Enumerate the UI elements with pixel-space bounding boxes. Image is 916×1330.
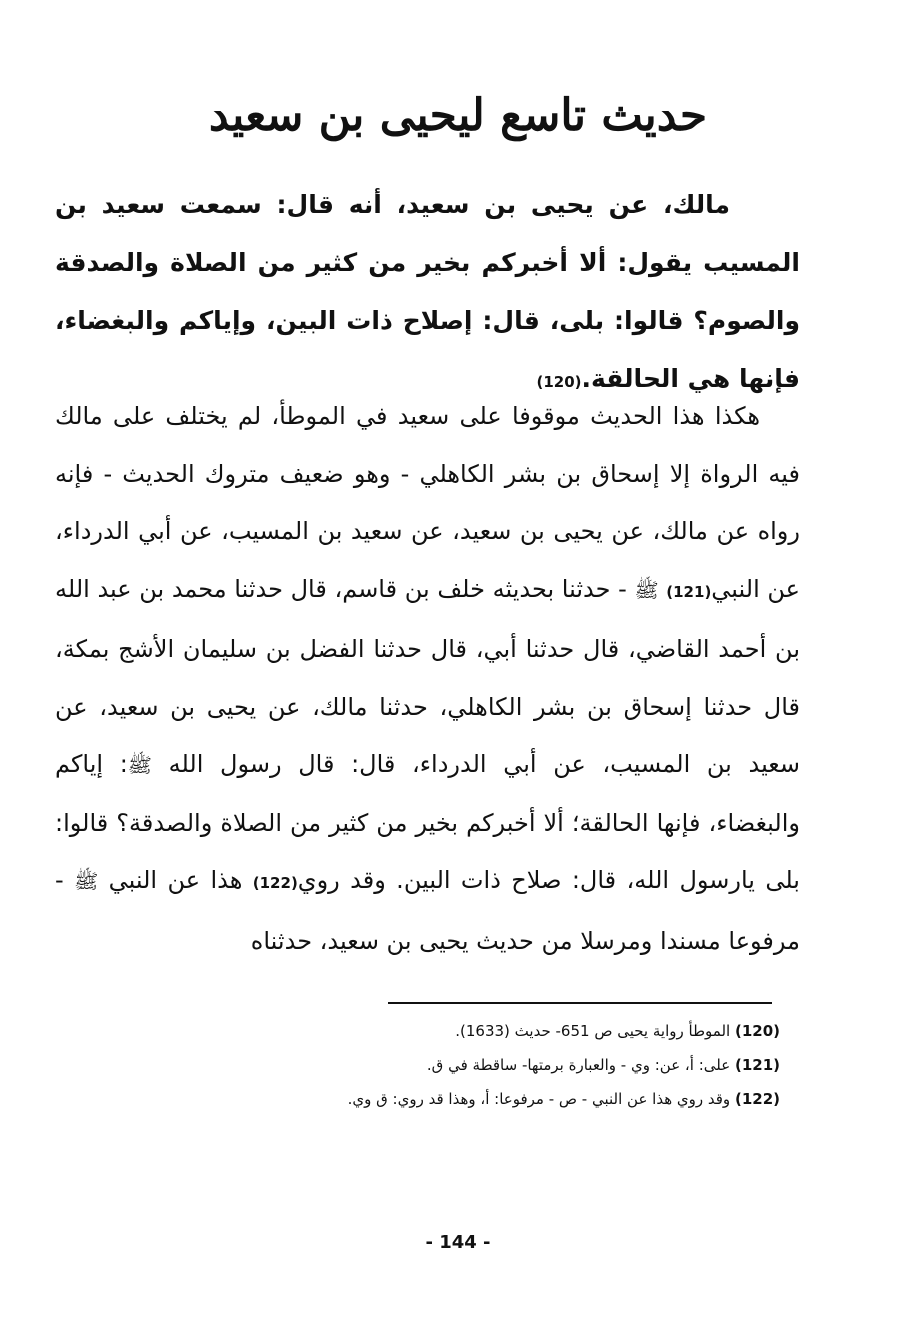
footnote-121 — [200, 1048, 780, 1082]
commentary-text: هكذا هذا الحديث موقوفا على سعيد في الموطأ، لم يختلف على مالك فيه الرواة إلا إسحاق بن بشر الكاهلي - وهو ضعيف متروك الحديث - فإنه رواه عن مالك، عن يحيى بن سعيد، عن سعيد بن المسيب، عن أبي الدرداء، عن النبي — [55, 402, 800, 603]
commentary-text: : إياكم والبغضاء، فإنها الحالقة؛ ألا أخبركم بخير من كثير من الصلاة والصدقة؟ قالوا: بلى يارسول الله، قال: صلاح ذات البين. وقد روي — [55, 750, 800, 894]
hadith-paragraph — [55, 176, 800, 411]
footnote-text: الموطأ رواية يحيى ص 651- حديث (1633). — [455, 1022, 731, 1040]
commentary-paragraph — [55, 388, 800, 970]
footnote-ref-121: (121) — [666, 582, 712, 601]
commentary-text: - حدثنا بحديثه خلف بن قاسم، قال حدثنا محمد بن عبد الله بن أحمد القاضي، قال حدثنا أبي، قال حدثنا الفضل بن سليمان الأشج بمكة، قال حدثنا إسحاق بن بشر الكاهلي، حدثنا مالك، عن يحيى بن سعيد، عن سعيد بن المسيب، عن أبي الدرداء، قال: قال رسول الله — [55, 574, 800, 778]
footnote-divider — [388, 1002, 772, 1004]
salutation-glyph: ﷺ — [634, 577, 659, 602]
chapter-title: حديث تاسع ليحيى بن سعيد — [208, 90, 708, 141]
footnote-120 — [200, 1014, 780, 1048]
footnote-122 — [200, 1082, 780, 1116]
footnote-number: (122) — [734, 1090, 780, 1108]
footnote-number: (121) — [734, 1056, 780, 1074]
footnotes-list — [200, 1014, 780, 1116]
page-number: - 144 - — [425, 1232, 491, 1253]
footnote-ref-122: (122) — [252, 874, 298, 892]
footnote-ref-120: (120) — [536, 373, 582, 391]
salutation-glyph: ﷺ — [74, 869, 99, 893]
hadith-text: مالك، عن يحيى بن سعيد، أنه قال: سمعت سعيد بن المسيب يقول: ألا أخبركم بخير من كثير من الصلاة والصدقة والصوم؟ قالوا: بلى، قال: إصلاح ذات البين، وإياكم والبغضاء، فإنها هي الحالقة. — [55, 190, 800, 393]
footnote-text: وقد روي هذا عن النبي - ص - مرفوعا: أ، وهذا قد روي: ق وي. — [347, 1090, 731, 1108]
commentary-text: - مرفوعا مسندا ومرسلا من حديث يحيى بن سعيد، حدثناه — [55, 866, 800, 955]
footnote-text: على: أ، عن: وي - والعبارة برمتها- ساقطة في ق. — [426, 1056, 731, 1074]
commentary-text: هذا عن النبي — [108, 866, 243, 894]
salutation-glyph: ﷺ — [127, 753, 152, 777]
footnote-number: (120) — [734, 1022, 780, 1040]
